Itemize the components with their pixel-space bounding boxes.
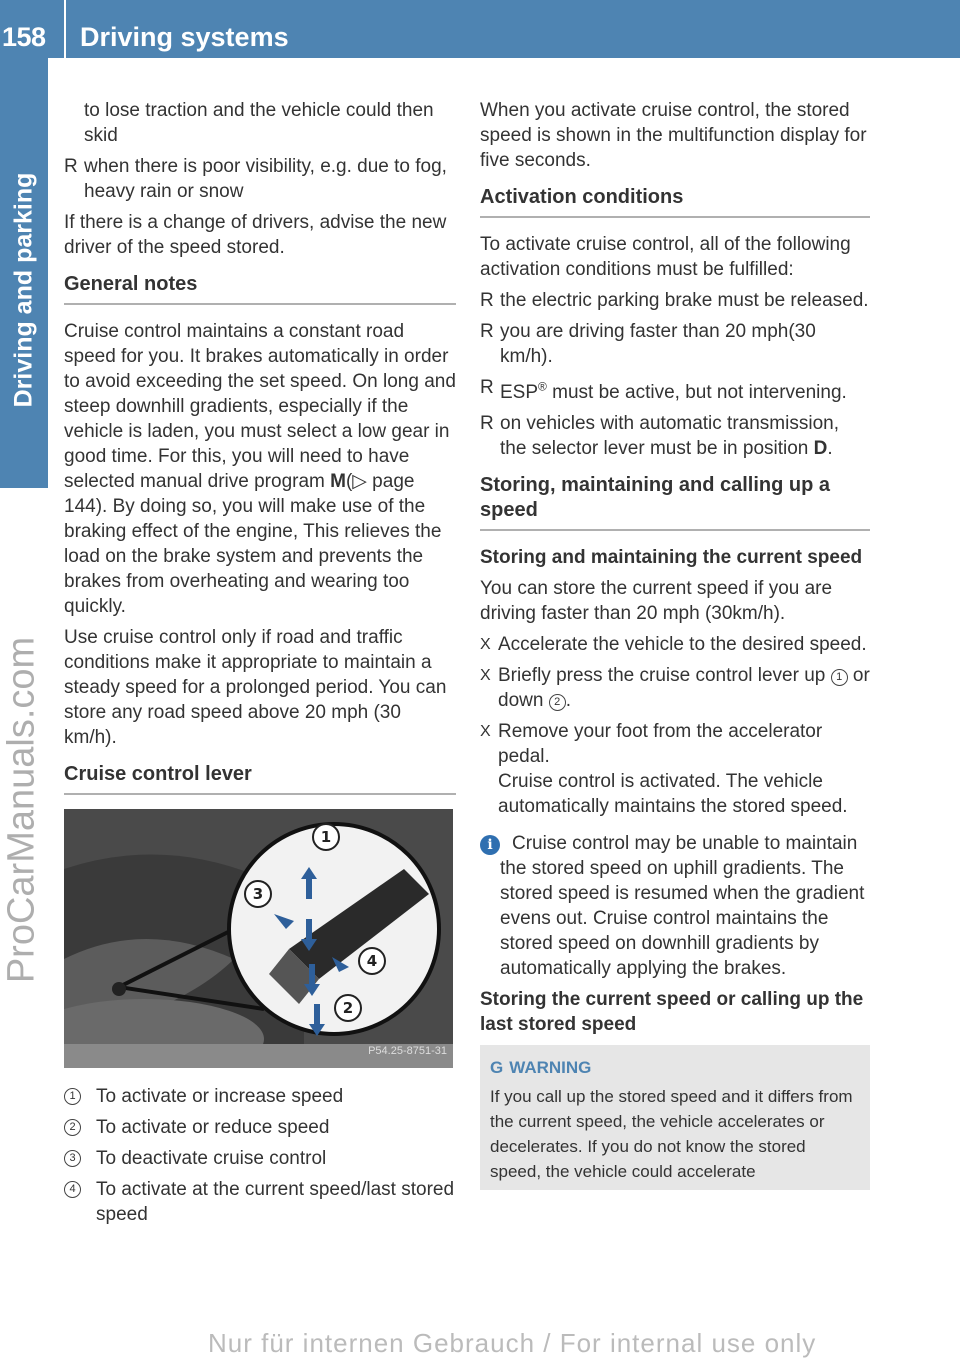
list-item-text: when there is poor visibility, e.g. due to fog, heavy rain or snow (84, 156, 447, 202)
header-divider (64, 0, 66, 58)
period: . (565, 690, 571, 712)
figure-code: P54.25-8751-31 (368, 1045, 447, 1057)
drive-program-m: M (330, 471, 346, 492)
svg-text:3: 3 (252, 885, 264, 903)
callout-number: 2 (549, 694, 566, 711)
list-item (480, 319, 870, 369)
list-item-text (500, 413, 839, 459)
general-notes-heading: General notes (64, 272, 456, 305)
left-column (64, 98, 456, 1233)
step-text-part: Remove your foot from the accelerator pedal. (498, 721, 823, 768)
step-text (498, 665, 870, 711)
chapter-tab-label: Driving and parking (9, 172, 38, 408)
instruction-step (480, 663, 870, 713)
footer-notice: Nur für internen Gebrauch / For internal use only (208, 1328, 817, 1358)
list-item (480, 411, 870, 461)
info-text: Cruise control may be unable to maintain the stored speed on uphill gradients. The stored speed is resumed when the gradient evens out. Cruise control maintains the stored speed on downhill gradients by automatically applying the brakes. (500, 833, 865, 980)
position-d: D (813, 438, 828, 460)
esp-condition-text: must be active, but not intervening. (546, 382, 847, 404)
esp-text: ESP (500, 382, 539, 404)
step-result: Cruise control is activated. The vehicle automatically maintains the stored speed. (498, 771, 848, 818)
bullet-mark: R (480, 413, 494, 435)
info-icon (480, 831, 500, 856)
list-item-text: you are driving faster than 20 mph(30 km/h). (500, 321, 816, 367)
list-item (480, 288, 870, 313)
warning-box (480, 1045, 870, 1190)
selector-text: on vehicles with automatic transmission, the selector lever must be in position (500, 413, 839, 460)
legend-text: To deactivate cruise control (96, 1148, 327, 1169)
warning-icon: G (490, 1058, 504, 1078)
callout-number: 2 (64, 1119, 81, 1136)
svg-text:1: 1 (320, 828, 332, 846)
step-text (498, 721, 848, 817)
storing-paragraph: You can store the current speed if you are driving faster than 20 mph (30km/h). (480, 578, 833, 625)
step-text: Accelerate the vehicle to the desired speed. (498, 634, 867, 656)
step-arrow-icon: X (480, 667, 491, 685)
legend-item (64, 1146, 456, 1171)
svg-text:4: 4 (366, 952, 378, 970)
cruise-control-lever-figure (64, 809, 453, 1068)
activation-heading: Activation conditions (480, 185, 870, 218)
legend-item (64, 1177, 456, 1227)
info-glyph: i (480, 835, 500, 855)
list-item-text (500, 382, 847, 403)
lever-illustration (64, 809, 453, 1068)
list-item (480, 375, 870, 405)
callout-number: 4 (64, 1181, 81, 1198)
callout-number: 3 (64, 1150, 81, 1167)
callout-number: 1 (64, 1088, 81, 1105)
list-item (64, 154, 456, 204)
watermark: ProCarManuals.com (0, 636, 43, 984)
warning-label: WARNING (509, 1058, 592, 1078)
subheading-last-speed: Storing the current speed or calling up the last stored speed (480, 989, 864, 1036)
page-reference-link: (▷ page 144). By doing so, you will make use of the braking effect of the engine, This relieves the load on the brake system and prevents the brakes from overheating and wearing too quickly. (64, 471, 442, 617)
legend-text: To activate or increase speed (96, 1086, 344, 1107)
step-text-part: Briefly press the cruise control lever up (498, 665, 831, 687)
general-notes-text: Cruise control maintains a constant road speed for you. It brakes automatically in order to avoid exceeding the set speed. On long and steep downhill gradients, especially if the vehicle is laden, you must select a low gear in good time. For this, you will need to have selected manual drive program (64, 321, 456, 492)
step-text-part: or down (498, 665, 870, 712)
activation-intro: To activate cruise control, all of the following activation conditions must be fulfilled: (480, 234, 851, 280)
period: . (827, 438, 833, 460)
lever-heading: Cruise control lever (64, 762, 456, 795)
info-note (480, 831, 870, 981)
list-item-text: the electric parking brake must be released. (500, 290, 869, 311)
driver-change-text: If there is a change of drivers, advise the new driver of the speed stored. (64, 212, 447, 258)
warning-title (490, 1055, 860, 1080)
continued-line: to lose traction and the vehicle could then skid (84, 100, 434, 146)
bullet-mark: R (64, 156, 78, 177)
step-arrow-icon: X (480, 723, 491, 741)
instruction-step (480, 632, 870, 657)
legend-text: To activate at the current speed/last stored speed (96, 1179, 455, 1225)
legend-item (64, 1115, 456, 1140)
section-title: Driving systems (80, 22, 289, 52)
bullet-mark: R (480, 377, 494, 398)
subheading-current-speed: Storing and maintaining the current speed (480, 547, 863, 569)
bullet-mark: R (480, 321, 494, 342)
callout-number: 1 (831, 669, 848, 686)
intro-paragraph: When you activate cruise control, the stored speed is shown in the multifunction display for five seconds. (480, 100, 867, 171)
warning-text: If you call up the stored speed and it differs from the current speed, the vehicle accelerates or decelerates. If you do not know the stored speed, the vehicle could accelerate (490, 1087, 853, 1182)
svg-text:2: 2 (342, 999, 354, 1017)
legend-item (64, 1084, 456, 1109)
legend-text: To activate or reduce speed (96, 1117, 330, 1138)
step-arrow-icon: X (480, 636, 491, 654)
instruction-step (480, 719, 870, 819)
registered-mark: ® (538, 380, 547, 394)
bullet-mark: R (480, 290, 494, 311)
page-header (0, 0, 960, 58)
storing-heading: Storing, maintaining and calling up a speed (480, 473, 870, 531)
general-notes-paragraph (64, 319, 456, 619)
usage-paragraph: Use cruise control only if road and traffic conditions make it appropriate to maintain a steady speed for a prolonged period. You can store any road speed above 20 mph (30 km/h). (64, 627, 447, 748)
right-column (480, 98, 870, 1190)
page-number: 158 (2, 22, 46, 52)
